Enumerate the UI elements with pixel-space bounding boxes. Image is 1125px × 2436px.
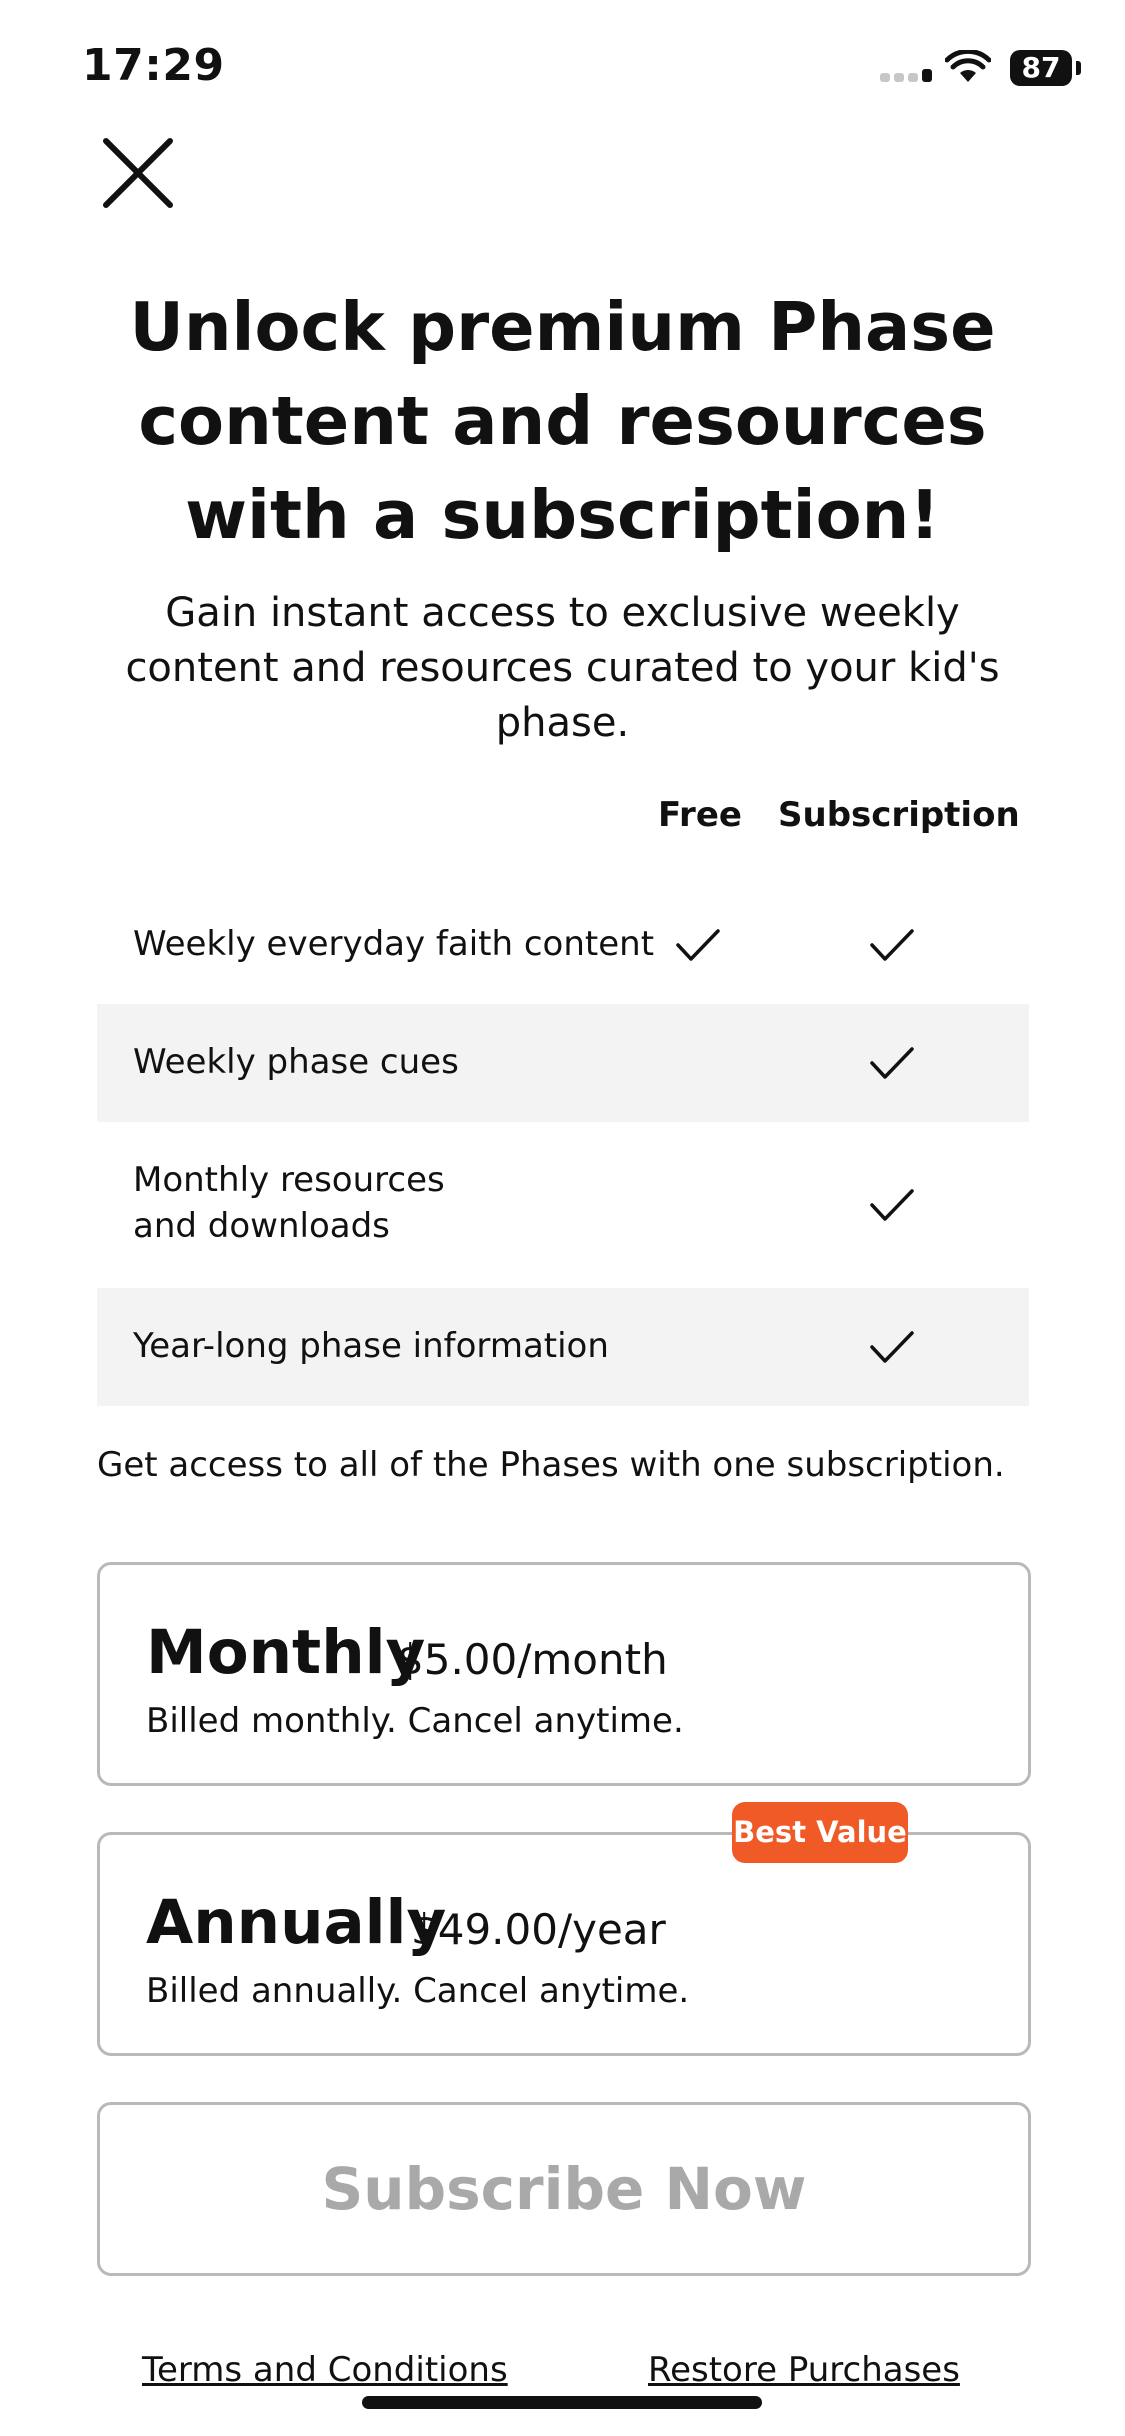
access-note: Get access to all of the Phases with one subscription. [97, 1445, 1005, 1485]
plan-option-monthly[interactable] [97, 1562, 1031, 1786]
signal-icon [880, 68, 932, 82]
feature-label-line: and downloads [133, 1206, 390, 1246]
best-value-badge: Best Value [732, 1802, 908, 1863]
wifi-icon [945, 50, 991, 84]
plan-price: $5.00/month [397, 1635, 668, 1684]
plan-note: Billed monthly. Cancel anytime. [146, 1701, 684, 1741]
feature-row [97, 1288, 1029, 1406]
feature-label-line: Monthly resources [133, 1160, 445, 1200]
feature-row [97, 1122, 1029, 1288]
battery-icon: 87 [1010, 50, 1072, 86]
page-title: Unlock premium Phase content and resources with a subscription! [129, 288, 996, 554]
check-icon [869, 1045, 915, 1081]
check-icon [869, 927, 915, 963]
status-time: 17:29 [82, 40, 225, 91]
plan-name: Annually [146, 1887, 447, 1958]
close-icon[interactable] [100, 135, 176, 211]
feature-row [97, 886, 1029, 1004]
plan-note: Billed annually. Cancel anytime. [146, 1971, 690, 2011]
feature-row [97, 1004, 1029, 1122]
home-indicator [362, 2396, 762, 2409]
plan-option-annually[interactable] [97, 1832, 1031, 2056]
column-header-subscription: Subscription [778, 795, 1020, 835]
plan-name: Monthly [146, 1617, 426, 1688]
terms-link[interactable]: Terms and Conditions [142, 2350, 508, 2390]
check-icon [869, 1187, 915, 1223]
column-header-free: Free [658, 795, 742, 835]
feature-label: Year-long phase information [133, 1326, 609, 1366]
battery-cap [1076, 61, 1081, 75]
check-icon [675, 927, 721, 963]
feature-label: Weekly everyday faith content [133, 924, 655, 964]
feature-label [133, 1157, 445, 1249]
feature-label: Weekly phase cues [133, 1042, 459, 1082]
subscribe-now-button[interactable]: Subscribe Now [97, 2102, 1031, 2276]
check-icon [869, 1329, 915, 1365]
page-subtitle: Gain instant access to exclusive weekly content and resources curated to your kid's phase. [125, 590, 1000, 746]
plan-price: $49.00/year [411, 1905, 666, 1954]
restore-purchases-link[interactable]: Restore Purchases [648, 2350, 960, 2390]
